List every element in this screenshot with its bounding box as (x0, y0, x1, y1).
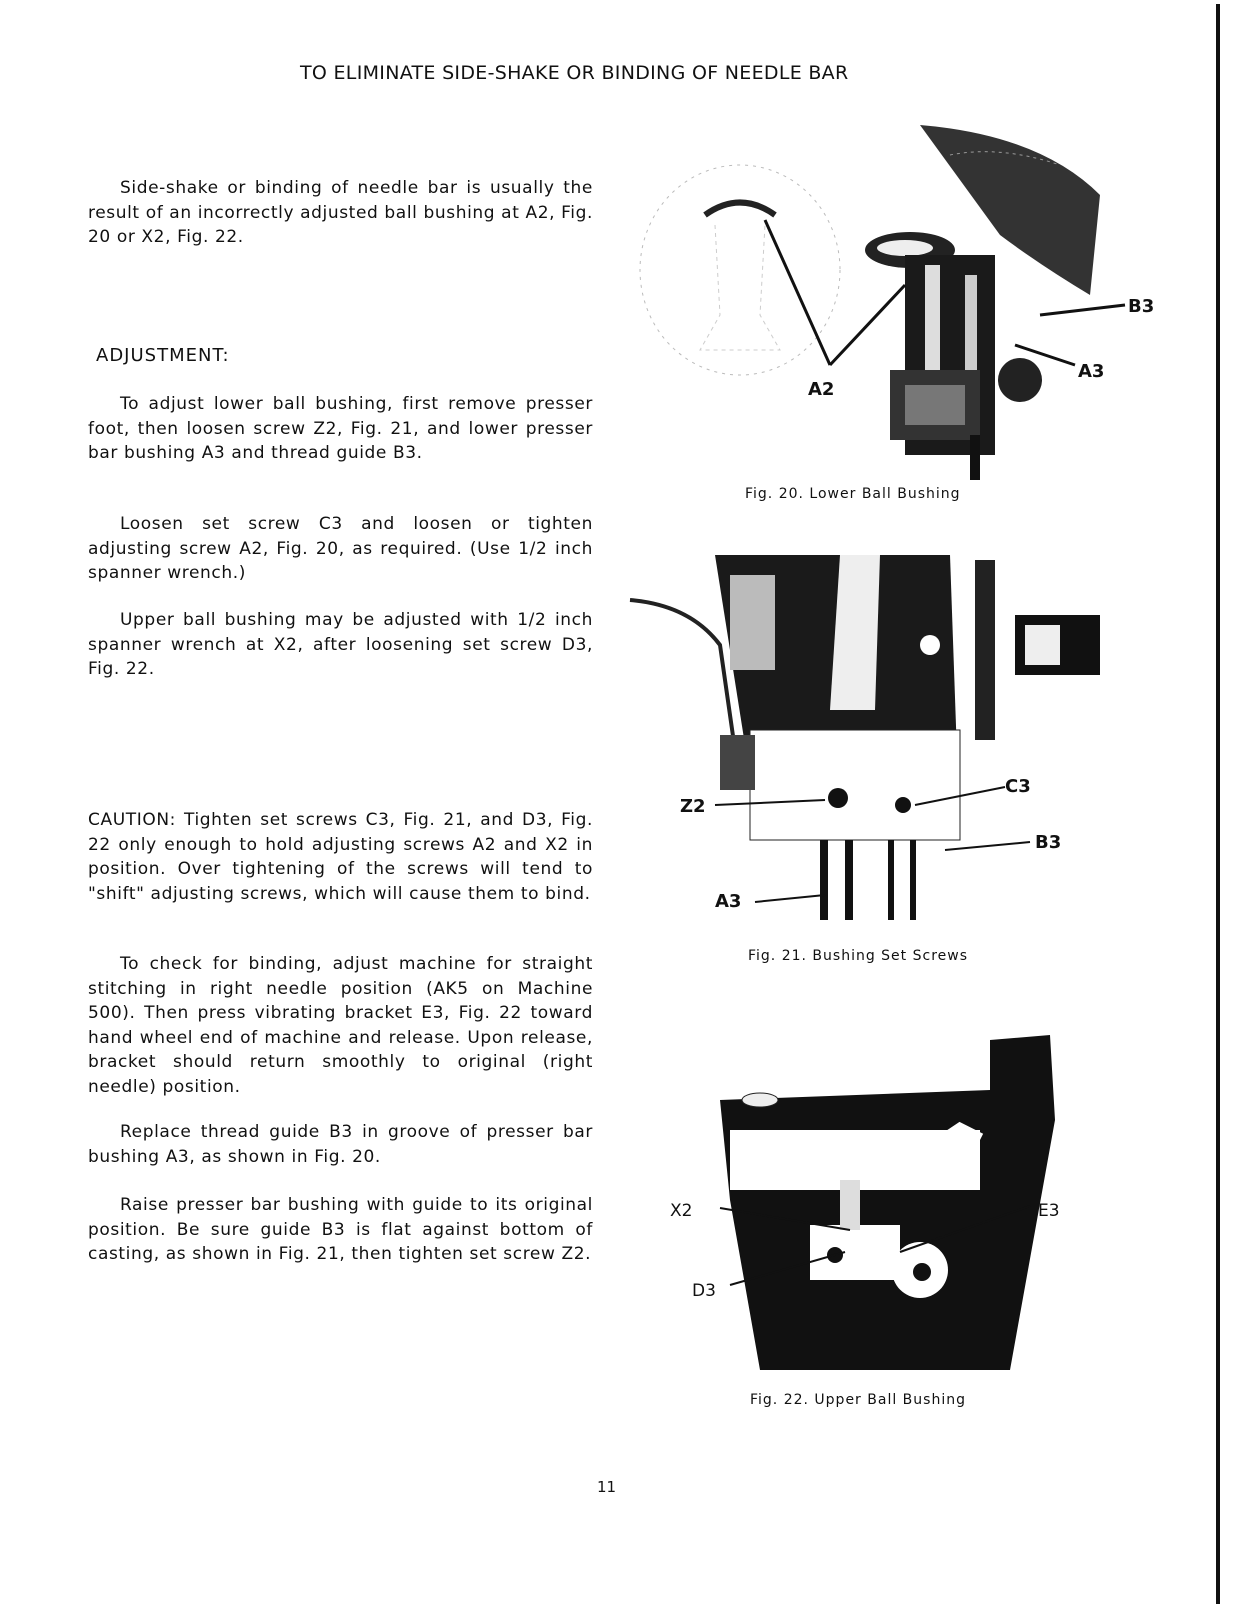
caution-text: Tighten set screws C3, Fig. 21, and D3, Fig. 22 only enough to hold adjusting screws A2 and X2 in position. Over tightening of the screws will tend to "shift" adjusting screws, which will cause them to bind. (88, 810, 593, 904)
figure-20-caption: Fig. 20. Lower Ball Bushing (745, 486, 961, 502)
fig22-label-e3: E3 (1038, 1201, 1060, 1221)
adjustment-text-2: Loosen set screw C3 and loosen or tighten adjusting screw A2, Fig. 20, as required. (Use 1/2 inch spanner wrench.) (88, 514, 593, 583)
fig21-label-a3: A3 (715, 891, 742, 912)
fig20-label-a2: A2 (808, 379, 835, 400)
figure-21-image (620, 550, 1100, 920)
fig20-label-a3: A3 (1078, 361, 1105, 382)
figure-22-caption: Fig. 22. Upper Ball Bushing (750, 1392, 966, 1408)
procedure-text-2: Replace thread guide B3 in groove of presser bar bushing A3, as shown in Fig. 20. (88, 1122, 593, 1167)
adjustment-paragraph-1 (88, 392, 593, 466)
page-edge-rule (1216, 4, 1220, 1604)
adjustment-paragraph-2 (88, 512, 593, 586)
procedure-paragraph-1 (88, 952, 593, 1099)
fig20-label-b3: B3 (1128, 296, 1155, 317)
caution-label: CAUTION: (88, 810, 176, 830)
procedure-text-1: To check for binding, adjust machine for straight stitching in right needle position (AK5 on Machine 500). Then press vibrating bracket E3, Fig. 22 toward hand wheel end of machine and release. Upon release, bracket should return smoothly to original (right needle) position. (88, 954, 593, 1097)
figure-22-image (660, 1030, 1100, 1375)
figure-20-image (620, 115, 1180, 480)
fig21-label-c3: C3 (1005, 776, 1031, 797)
page-title: TO ELIMINATE SIDE-SHAKE OR BINDING OF NEEDLE BAR (300, 62, 849, 84)
fig21-label-z2: Z2 (680, 796, 706, 817)
procedure-text-3: Raise presser bar bushing with guide to its original position. Be sure guide B3 is flat against bottom of casting, as shown in Fig. 21, then tighten set screw Z2. (88, 1195, 593, 1264)
fig22-label-x2: X2 (670, 1201, 693, 1221)
procedure-paragraph-3 (88, 1193, 593, 1267)
fig22-label-d3: D3 (692, 1281, 716, 1301)
intro-text: Side-shake or binding of needle bar is usually the result of an incorrectly adjusted ball bushing at A2, Fig. 20 or X2, Fig. 22. (88, 178, 593, 247)
adjustment-heading: ADJUSTMENT: (96, 345, 230, 366)
adjustment-paragraph-3 (88, 608, 593, 682)
figure-21-caption: Fig. 21. Bushing Set Screws (748, 948, 968, 964)
fig21-label-b3: B3 (1035, 832, 1062, 853)
page-number: 11 (597, 1478, 617, 1496)
adjustment-text-3: Upper ball bushing may be adjusted with 1/2 inch spanner wrench at X2, after loosening set screw D3, Fig. 22. (88, 610, 593, 679)
caution-paragraph (88, 808, 593, 906)
procedure-paragraph-2 (88, 1120, 593, 1169)
intro-paragraph (88, 176, 593, 250)
adjustment-text-1: To adjust lower ball bushing, first remove presser foot, then loosen screw Z2, Fig. 21, and lower presser bar bushing A3 and thread guide B3. (88, 394, 593, 463)
